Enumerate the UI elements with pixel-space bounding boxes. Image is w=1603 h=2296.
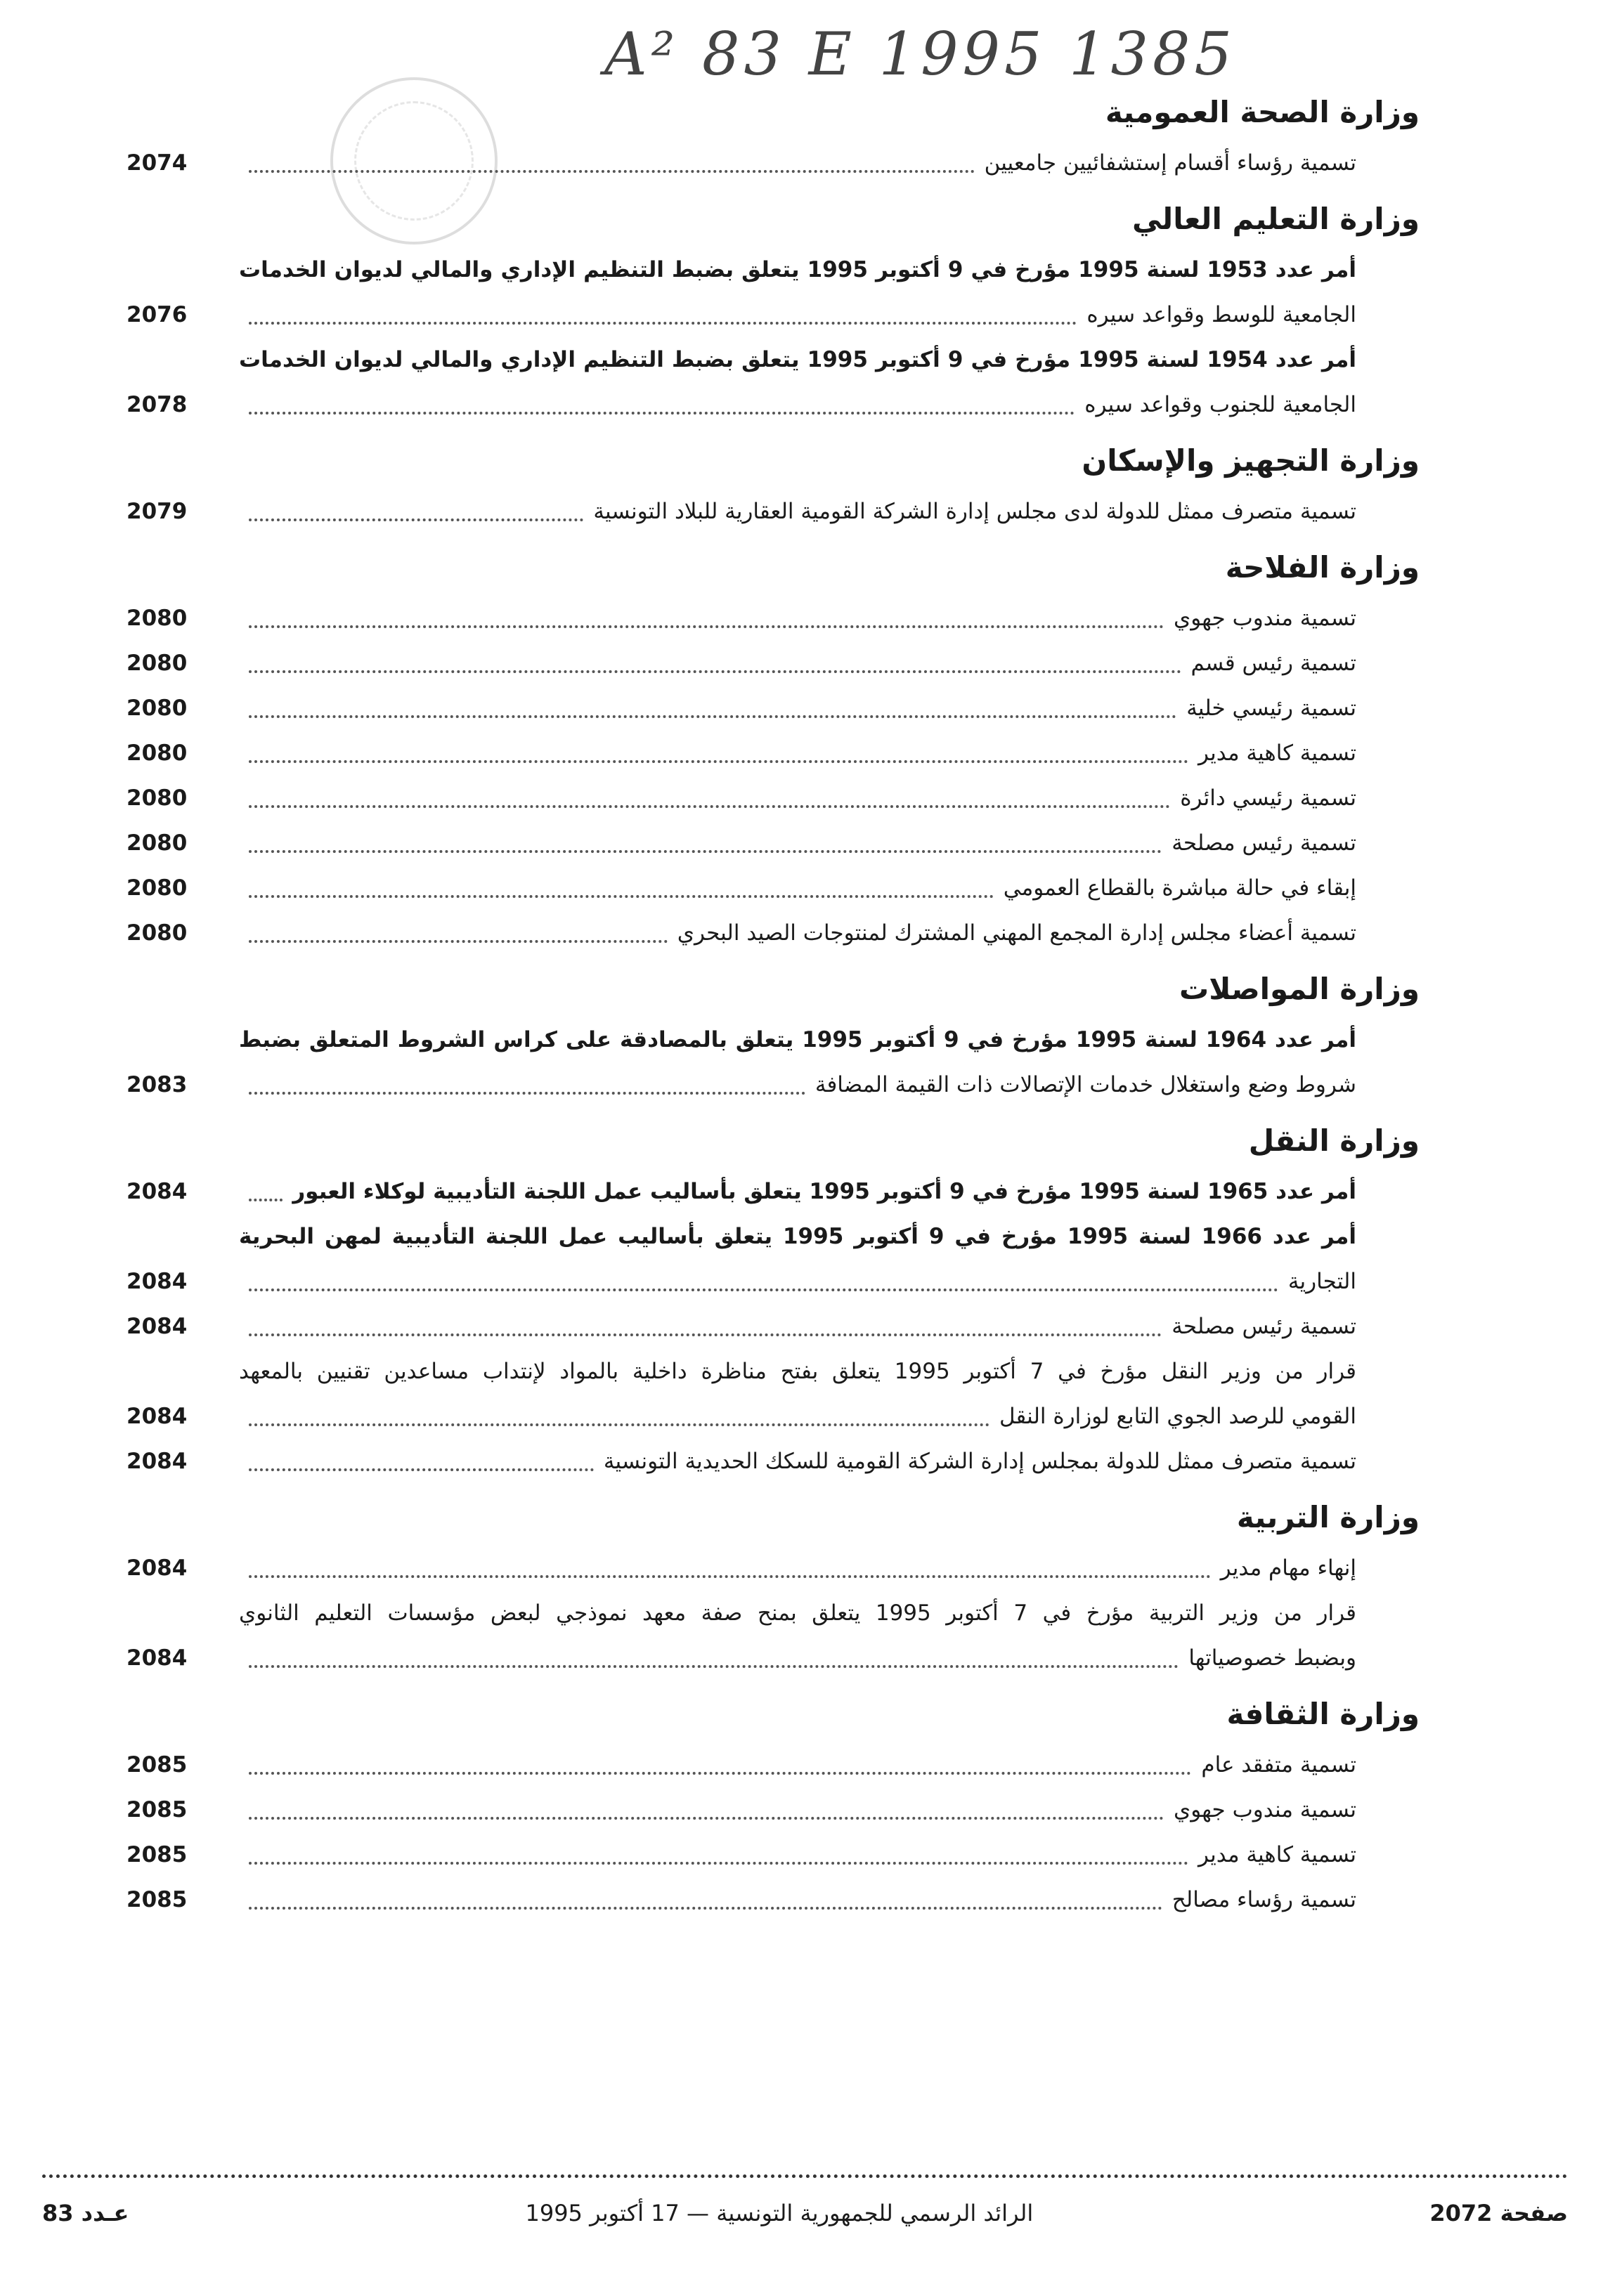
page-footer [42, 2192, 1568, 2234]
leader-dots [249, 1665, 1179, 1668]
toc-section [126, 198, 1420, 427]
entry-text: إنهاء مهام مدير [1220, 1555, 1356, 1581]
toc-entry[interactable] [126, 1349, 1356, 1439]
leader-dots [249, 170, 975, 173]
toc-entries [126, 141, 1420, 185]
entry-page-number: 2085 [126, 1887, 188, 1912]
entry-page-number: 2076 [126, 302, 188, 327]
entry-page-number: 2080 [126, 920, 188, 946]
leader-dots [249, 940, 668, 943]
entry-text-line: أمر عدد 1964 لسنة 1995 مؤرخ في 9 أكتوبر 1995 يتعلق بالمصادقة على كراس الشروط المتعلق بضبط [239, 1027, 1356, 1052]
leader-dots [249, 1575, 1211, 1578]
entry-text-line: الجامعية للوسط وقواعد سيره [1086, 302, 1356, 327]
entry-text: تسمية مندوب جهوي [1173, 1797, 1356, 1822]
entry-page-number: 2084 [126, 1404, 188, 1429]
toc-entry[interactable] [126, 1214, 1356, 1304]
leader-dots [249, 1862, 1188, 1865]
leader-dots [249, 1772, 1191, 1775]
leader-dots [249, 715, 1176, 718]
entry-text: تسمية أعضاء مجلس إدارة المجمع المهني المشترك لمنتوجات الصيد البحري [677, 920, 1356, 946]
toc-entry[interactable] [126, 1546, 1356, 1591]
toc-section [126, 968, 1420, 1107]
footer-issue-number: عـدد 83 [42, 2200, 129, 2226]
ministry-heading: وزارة التجهيز والإسكان [1082, 443, 1420, 478]
entry-text: تسمية رئيس قسم [1190, 651, 1356, 676]
entry-text-line: الجامعية للجنوب وقواعد سيره [1084, 392, 1356, 417]
leader-dots [249, 1092, 805, 1095]
entry-text: تسمية رؤساء أقسام إستشفائيين جامعيين [984, 150, 1356, 176]
entry-page-number: 2085 [126, 1752, 188, 1778]
entry-text-line: شروط وضع واستغلال خدمات الإتصالات ذات القيمة المضافة [815, 1072, 1356, 1097]
toc-entry[interactable] [126, 1169, 1356, 1214]
leader-dots [249, 1333, 1162, 1336]
ministry-heading: وزارة المواصلات [1179, 972, 1420, 1006]
entry-page-number: 2080 [126, 741, 188, 766]
leader-dots [249, 670, 1181, 673]
toc-entry[interactable] [126, 1591, 1356, 1681]
toc-entries [126, 1169, 1420, 1484]
toc-entry[interactable] [126, 247, 1356, 337]
entry-text-line: أمر عدد 1954 لسنة 1995 مؤرخ في 9 أكتوبر 1995 يتعلق بضبط التنظيم الإداري والمالي لديوان الخدمات [239, 347, 1356, 372]
entry-text-line: أمر عدد 1953 لسنة 1995 مؤرخ في 9 أكتوبر 1995 يتعلق بضبط التنظيم الإداري والمالي لديوان الخدمات [239, 257, 1356, 282]
leader-dots [249, 625, 1164, 628]
ministry-heading: وزارة النقل [1248, 1123, 1420, 1158]
entry-text: تسمية رؤساء مصالح [1172, 1887, 1356, 1912]
footer-divider [42, 2174, 1568, 2178]
ministry-heading: وزارة الثقافة [1226, 1697, 1420, 1731]
leader-dots [249, 1907, 1162, 1910]
leader-dots [249, 850, 1162, 853]
entry-last-line [126, 1062, 1356, 1107]
entry-last-line [126, 292, 1356, 337]
entry-text: تسمية رئيسي خلية [1186, 696, 1356, 721]
entry-last-line [126, 1394, 1356, 1439]
toc-entry[interactable] [126, 776, 1356, 821]
entry-text: تسمية رئيسي دائرة [1180, 785, 1356, 811]
toc-entry[interactable] [126, 1742, 1356, 1787]
toc-section [126, 91, 1420, 185]
leader-dots [249, 760, 1188, 763]
toc-entry[interactable] [126, 1439, 1356, 1484]
toc-section [126, 1496, 1420, 1681]
toc-entries [126, 596, 1420, 955]
table-of-contents [126, 91, 1420, 1935]
entry-page-number: 2080 [126, 606, 188, 631]
toc-entry[interactable] [126, 821, 1356, 866]
toc-entries [126, 1017, 1420, 1107]
leader-dots [249, 1468, 594, 1471]
footer-journal-title: الرائد الرسمي للجمهورية التونسية — 17 أكتوبر 1995 [525, 2200, 1034, 2226]
toc-entry[interactable] [126, 731, 1356, 776]
entry-text: تسمية متفقد عام [1201, 1752, 1356, 1778]
toc-entry[interactable] [126, 1017, 1356, 1107]
entry-page-number: 2080 [126, 696, 188, 721]
footer-page-number: صفحة 2072 [1429, 2200, 1568, 2226]
toc-section [126, 1120, 1420, 1484]
entry-text: تسمية كاهية مدير [1198, 1842, 1356, 1867]
ministry-heading: وزارة التعليم العالي [1131, 202, 1420, 236]
entry-page-number: 2084 [126, 1179, 188, 1204]
entry-text: تسمية متصرف ممثل للدولة لدى مجلس إدارة الشركة القومية العقارية للبلاد التونسية [593, 499, 1356, 524]
toc-entries [126, 247, 1420, 427]
entry-text: تسمية متصرف ممثل للدولة بمجلس إدارة الشركة القومية للسكك الحديدية التونسية [603, 1449, 1356, 1474]
toc-entry[interactable] [126, 911, 1356, 955]
toc-entry[interactable] [126, 141, 1356, 185]
ministry-heading: وزارة التربية [1236, 1500, 1420, 1534]
entry-text: أمر عدد 1965 لسنة 1995 مؤرخ في 9 أكتوبر 1995 يتعلق بأساليب عمل اللجنة التأديبية لوكلاء العبور [292, 1179, 1356, 1204]
leader-dots [249, 322, 1077, 325]
entry-text-line: قرار من وزير النقل مؤرخ في 7 أكتوبر 1995 يتعلق بفتح مناظرة داخلية بالمواد لإنتداب مساعدين تقنيين بالمعهد [239, 1359, 1356, 1384]
toc-entry[interactable] [126, 1832, 1356, 1877]
entry-last-line [126, 1636, 1356, 1681]
toc-section [126, 440, 1420, 534]
toc-entry[interactable] [126, 337, 1356, 427]
toc-entry[interactable] [126, 1877, 1356, 1922]
toc-section [126, 1693, 1420, 1922]
entry-text: تسمية رئيس مصلحة [1172, 1314, 1356, 1339]
entry-page-number: 2080 [126, 651, 188, 676]
entry-page-number: 2079 [126, 499, 188, 524]
toc-entry[interactable] [126, 866, 1356, 911]
entry-text: إبقاء في حالة مباشرة بالقطاع العمومي [1003, 875, 1356, 901]
entry-text: تسمية رئيس مصلحة [1172, 830, 1356, 856]
entry-text-line: القومي للرصد الجوي التابع لوزارة النقل [999, 1404, 1356, 1429]
ministry-heading: وزارة الفلاحة [1225, 550, 1420, 585]
entry-page-number: 2084 [126, 1449, 188, 1474]
toc-entry[interactable] [126, 641, 1356, 686]
leader-dots [249, 1289, 1278, 1291]
leader-dots [249, 412, 1075, 415]
toc-section [126, 547, 1420, 955]
entry-page-number: 2084 [126, 1555, 188, 1581]
toc-entry[interactable] [126, 1787, 1356, 1832]
entry-page-number: 2080 [126, 875, 188, 901]
entry-text: تسمية مندوب جهوي [1173, 606, 1356, 631]
entry-page-number: 2074 [126, 150, 188, 176]
leader-dots [249, 1423, 989, 1426]
entry-page-number: 2084 [126, 1314, 188, 1339]
entry-page-number: 2084 [126, 1645, 188, 1671]
handwritten-annotation: A² 83 E 1995 1385 [604, 20, 1236, 89]
entry-page-number: 2080 [126, 785, 188, 811]
toc-entries [126, 1546, 1420, 1681]
entry-page-number: 2085 [126, 1797, 188, 1822]
leader-dots [249, 895, 994, 898]
entry-page-number: 2085 [126, 1842, 188, 1867]
leader-dots [249, 805, 1170, 808]
toc-entry[interactable] [126, 489, 1356, 534]
entry-page-number: 2083 [126, 1072, 188, 1097]
toc-entry[interactable] [126, 686, 1356, 731]
toc-entry[interactable] [126, 596, 1356, 641]
entry-page-number: 2084 [126, 1269, 188, 1294]
entry-page-number: 2080 [126, 830, 188, 856]
toc-entries [126, 489, 1420, 534]
toc-entries [126, 1742, 1420, 1922]
entry-last-line [126, 382, 1356, 427]
leader-dots [249, 1817, 1164, 1820]
ministry-heading: وزارة الصحة العمومية [1105, 95, 1420, 129]
entry-text: تسمية كاهية مدير [1198, 741, 1356, 766]
entry-last-line [126, 1259, 1356, 1304]
leader-dots [249, 518, 583, 521]
entry-text-line: قرار من وزير التربية مؤرخ في 7 أكتوبر 1995 يتعلق بمنح صفة معهد نموذجي لبعض مؤسسات التعليم الثانوي [239, 1600, 1356, 1626]
leader-dots [249, 1199, 283, 1201]
entry-text-line: أمر عدد 1966 لسنة 1995 مؤرخ في 9 أكتوبر 1995 يتعلق بأساليب عمل اللجنة التأديبية لمهن البحرية [239, 1224, 1356, 1249]
toc-entry[interactable] [126, 1304, 1356, 1349]
entry-text-line: وبضبط خصوصياتها [1188, 1645, 1356, 1671]
entry-page-number: 2078 [126, 392, 188, 417]
entry-text-line: التجارية [1287, 1269, 1356, 1294]
